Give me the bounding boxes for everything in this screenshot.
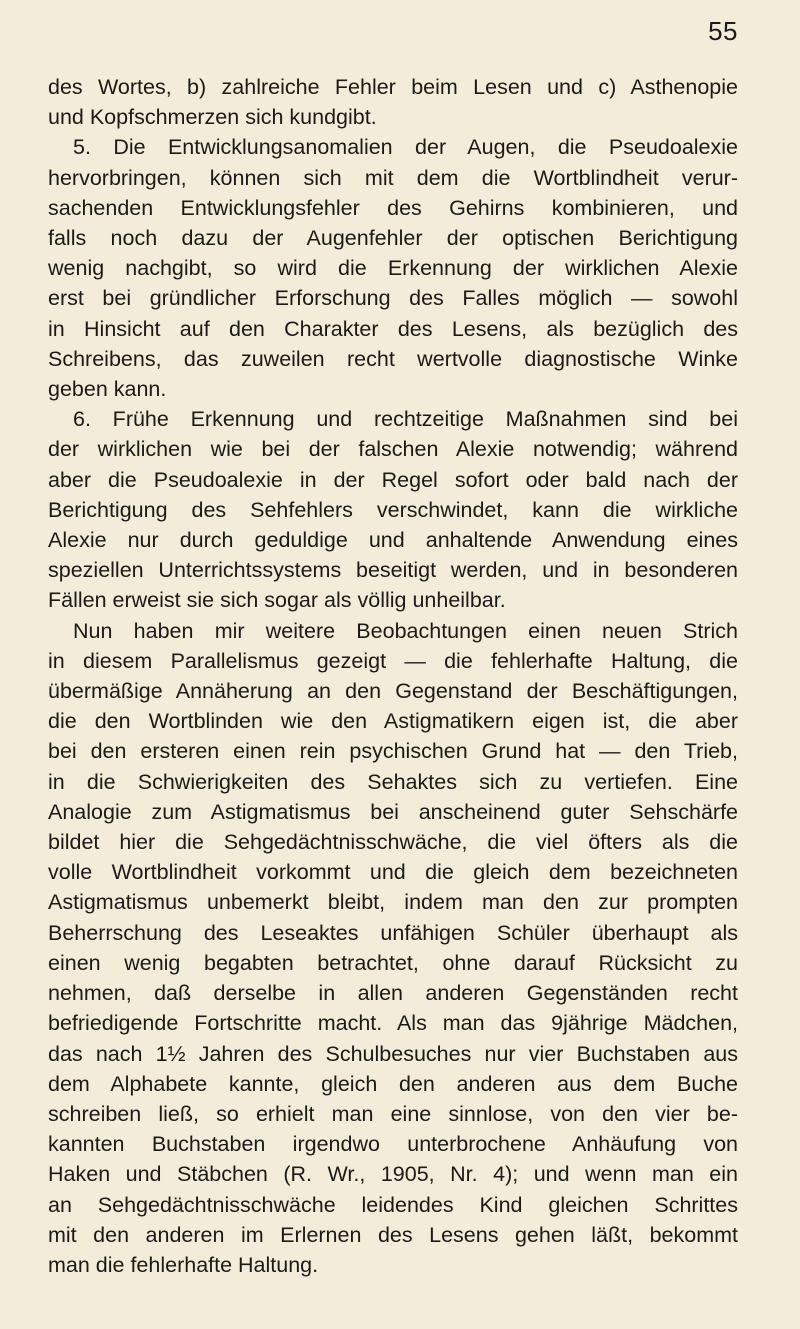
text-line: einen wenig begabten betrachtet, ohne darauf Rücksicht zu — [48, 950, 738, 975]
paragraph — [48, 404, 738, 615]
text-line: übermäßige Annäherung an den Gegenstand der Beschäftigungen, — [48, 679, 738, 704]
paragraph — [48, 616, 738, 1280]
text-line: erst bei gründlicher Erforschung des Falles möglich — sowohl — [48, 286, 738, 311]
text-line: speziellen Unterrichtssystems beseitigt werden, und in besonderen — [48, 558, 738, 583]
text-line: befriedigende Fortschritte macht. Als man das 9jährige Mädchen, — [48, 1011, 738, 1036]
text-line: an Sehgedächtnisschwäche leidendes Kind gleichen Schrittes — [48, 1192, 738, 1217]
text-line: falls noch dazu der Augenfehler der optischen Berichtigung — [48, 226, 738, 251]
paragraph — [48, 72, 738, 132]
text-line: Analogie zum Astigmatismus bei anscheinend guter Sehschärfe — [48, 799, 738, 824]
text-line: der wirklichen wie bei der falschen Alexie notwendig; während — [48, 437, 738, 462]
text-line: Nun haben mir weitere Beobachtungen einen neuen Strich — [73, 618, 738, 643]
text-line: Astigmatismus unbemerkt bleibt, indem man den zur prompten — [48, 890, 738, 915]
text-line: und Kopfschmerzen sich kundgibt. — [48, 105, 377, 130]
text-line: wenig nachgibt, so wird die Erkennung der wirklichen Alexie — [48, 256, 738, 281]
text-line: des Wortes, b) zahlreiche Fehler beim Lesen und c) Asthenopie — [48, 75, 738, 99]
text-line: das nach 1½ Jahren des Schulbesuches nur vier Buchstaben aus — [48, 1041, 738, 1066]
text-line: volle Wortblindheit vorkommt und die gleich dem bezeichneten — [48, 860, 738, 885]
page-number: 55 — [708, 16, 738, 46]
body-text — [48, 72, 738, 1280]
text-line: nehmen, daß derselbe in allen anderen Gegenständen recht — [48, 981, 738, 1006]
paragraph — [48, 132, 738, 404]
text-line: dem Alphabete kannte, gleich den anderen aus dem Buche — [48, 1071, 738, 1096]
text-line: sachenden Entwicklungsfehler des Gehirns kombinieren, und — [48, 195, 738, 220]
text-line: in die Schwierigkeiten des Sehaktes sich zu vertiefen. Eine — [48, 769, 738, 794]
text-line: 5. Die Entwicklungsanomalien der Augen, die Pseudoalexie — [73, 135, 738, 160]
text-line: Beherrschung des Leseaktes unfähigen Schüler überhaupt als — [48, 920, 738, 945]
text-line: kannten Buchstaben irgendwo unterbrochene Anhäufung von — [48, 1132, 738, 1157]
text-line: Alexie nur durch geduldige und anhaltende Anwendung eines — [48, 528, 738, 553]
text-line: bildet hier die Sehgedächtnisschwäche, die viel öfters als die — [48, 830, 738, 855]
text-line: Fällen erweist sie sich sogar als völlig unheilbar. — [48, 588, 506, 613]
text-line: Haken und Stäbchen (R. Wr., 1905, Nr. 4); und wenn man ein — [48, 1162, 738, 1187]
text-line: die den Wortblinden wie den Astigmatikern eigen ist, die aber — [48, 709, 738, 734]
text-line: mit den anderen im Erlernen des Lesens gehen läßt, bekommt — [48, 1222, 738, 1247]
text-line: schreiben ließ, so erhielt man eine sinnlose, von den vier be- — [48, 1101, 738, 1126]
text-line: geben kann. — [48, 377, 167, 402]
text-line: bei den ersteren einen rein psychischen Grund hat — den Trieb, — [48, 739, 738, 764]
text-line: aber die Pseudoalexie in der Regel sofort oder bald nach der — [48, 467, 738, 492]
text-line: 6. Frühe Erkennung und rechtzeitige Maßnahmen sind bei — [73, 407, 738, 432]
text-line: Berichtigung des Sehfehlers verschwindet, kann die wirkliche — [48, 497, 738, 522]
text-line: in Hinsicht auf den Charakter des Lesens, als bezüglich des — [48, 316, 738, 341]
text-line: hervorbringen, können sich mit dem die Wortblindheit verur- — [48, 165, 738, 190]
text-line: man die fehlerhafte Haltung. — [48, 1252, 319, 1277]
text-line: Schreibens, das zuweilen recht wertvolle diagnostische Winke — [48, 346, 738, 371]
paragraph-list — [48, 72, 738, 1280]
text-line: in diesem Parallelismus gezeigt — die fehlerhafte Haltung, die — [48, 648, 738, 673]
